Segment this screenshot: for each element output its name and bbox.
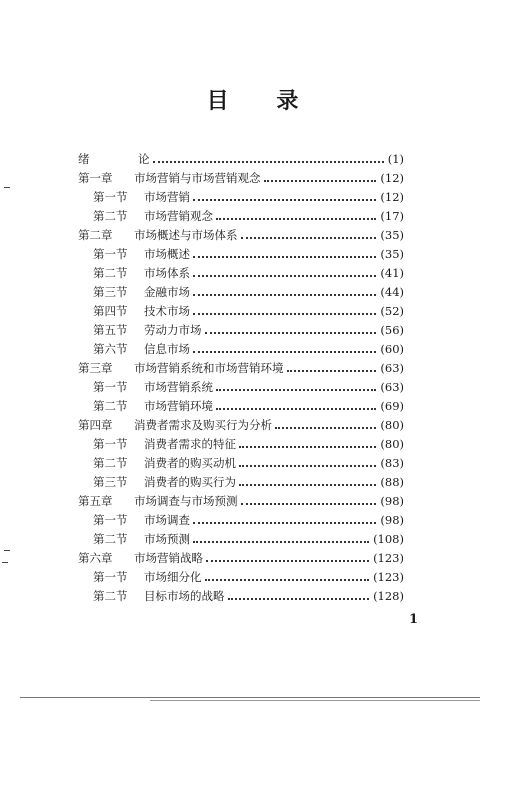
toc-entry-page: (123) [373,551,404,565]
toc-section-row [78,435,404,454]
toc-entry-title: 消费者需求的特征 [144,437,236,451]
margin-mark [4,550,10,551]
toc-dot-leader [239,484,376,486]
toc-dot-leader [275,427,376,429]
toc-entry-title: 市场调查 [144,513,190,527]
toc-section-row [78,302,404,321]
toc-entry-page: (80) [380,418,404,432]
toc-entry-number: 第一章 [78,171,113,185]
toc-entry-title: 信息市场 [144,342,190,356]
toc-entry-page: (98) [380,513,404,527]
toc-chapter-row [78,169,404,188]
toc-dot-leader [228,598,370,600]
toc-entry-title: 目标市场的战略 [144,589,225,603]
toc-dot-leader [241,503,377,505]
toc-dot-leader [193,541,369,543]
toc-dot-leader [193,313,376,315]
toc-entry-page: (60) [380,342,404,356]
toc-section-row [78,473,404,492]
toc-dot-leader [239,446,376,448]
page-title: 目 录 [206,88,319,114]
toc-section-row [78,321,404,340]
toc-dot-leader [193,294,376,296]
toc-section-row [78,283,404,302]
toc-dot-leader [205,579,370,581]
toc-entry-page: (44) [380,285,404,299]
toc-entry-title: 市场体系 [144,266,190,280]
toc-entry-page: (123) [373,570,404,584]
toc-section-row [78,245,404,264]
toc-entry-number: 第三章 [78,361,113,375]
toc-section-row [78,454,404,473]
toc-entry-page: (1) [387,152,404,166]
bottom-rule [20,697,480,698]
toc-section-row [78,511,404,530]
toc-section-row [78,587,404,606]
toc-entry-title: 劳动力市场 [144,323,202,337]
toc-entry-title: 技术市场 [144,304,190,318]
toc-entry-number: 第五节 [93,323,128,337]
toc-entry-number: 第二节 [93,399,128,413]
toc-entry-number: 第二节 [93,209,128,223]
table-of-contents [78,150,404,606]
toc-entry-title: 市场营销战略 [134,551,203,565]
toc-entry-title: 市场细分化 [144,570,202,584]
toc-entry-page: (128) [373,589,404,603]
toc-dot-leader [193,275,376,277]
toc-entry-number: 第四章 [78,418,113,432]
toc-dot-leader [287,370,377,372]
toc-entry-title: 金融市场 [144,285,190,299]
toc-entry-page: (63) [380,361,404,375]
toc-dot-leader [239,465,376,467]
toc-entry-number: 第一节 [93,190,128,204]
toc-entry-title: 市场营销 [144,190,190,204]
toc-section-row [78,188,404,207]
toc-chapter-row [78,549,404,568]
toc-section-row [78,568,404,587]
toc-chapter-row [78,416,404,435]
toc-entry-page: (108) [373,532,404,546]
toc-entry-title: 市场概述 [144,247,190,261]
toc-entry-number: 第六章 [78,551,113,565]
toc-entry-number: 第二节 [93,266,128,280]
toc-entry-number: 第三节 [93,475,128,489]
toc-dot-leader [193,351,376,353]
toc-section-row [78,264,404,283]
toc-entry-title: 市场营销系统和市场营销环境 [134,361,284,375]
toc-dot-leader [206,560,369,562]
toc-dot-leader [216,218,376,220]
toc-entry-number: 第一节 [93,513,128,527]
toc-dot-leader [193,199,376,201]
toc-entry-page: (35) [380,247,404,261]
toc-entry-page: (41) [380,266,404,280]
toc-entry-title: 消费者的购买行为 [144,475,236,489]
toc-section-row [78,530,404,549]
toc-entry-number: 绪 [78,152,108,166]
toc-entry-title: 市场调查与市场预测 [134,494,238,508]
toc-entry-number: 第二章 [78,228,113,242]
toc-entry-title: 市场营销系统 [144,380,213,394]
toc-entry-title: 市场营销与市场营销观念 [134,171,261,185]
toc-dot-leader [153,161,384,163]
toc-chapter-row [78,150,404,169]
page-number: 1 [409,612,419,627]
toc-section-row [78,207,404,226]
toc-entry-page: (35) [380,228,404,242]
toc-section-row [78,340,404,359]
toc-dot-leader [264,180,377,182]
toc-section-row [78,378,404,397]
toc-dot-leader [205,332,377,334]
toc-entry-page: (80) [380,437,404,451]
toc-entry-number: 第二节 [93,456,128,470]
toc-entry-title: 论 [138,152,150,166]
toc-entry-title: 市场概述与市场体系 [134,228,238,242]
toc-entry-page: (12) [380,171,404,185]
toc-entry-number: 第一节 [93,247,128,261]
toc-chapter-row [78,226,404,245]
toc-dot-leader [216,389,376,391]
toc-entry-number: 第二节 [93,589,128,603]
toc-chapter-row [78,359,404,378]
toc-entry-number: 第六节 [93,342,128,356]
toc-entry-title: 市场预测 [144,532,190,546]
toc-entry-number: 第二节 [93,532,128,546]
toc-entry-page: (63) [380,380,404,394]
toc-entry-number: 第四节 [93,304,128,318]
toc-entry-title: 消费者需求及购买行为分析 [134,418,272,432]
toc-dot-leader [216,408,376,410]
toc-chapter-row [78,492,404,511]
toc-entry-title: 消费者的购买动机 [144,456,236,470]
toc-entry-page: (56) [380,323,404,337]
toc-entry-title: 市场营销环境 [144,399,213,413]
toc-entry-number: 第五章 [78,494,113,508]
toc-entry-title: 市场营销观念 [144,209,213,223]
toc-entry-page: (12) [380,190,404,204]
toc-entry-page: (17) [380,209,404,223]
toc-entry-page: (98) [380,494,404,508]
toc-section-row [78,397,404,416]
toc-dot-leader [193,256,376,258]
toc-entry-page: (69) [380,399,404,413]
toc-entry-page: (83) [380,456,404,470]
toc-entry-number: 第三节 [93,285,128,299]
toc-dot-leader [193,522,376,524]
toc-dot-leader [241,237,377,239]
margin-mark [4,187,10,188]
toc-entry-page: (88) [380,475,404,489]
toc-entry-page: (52) [380,304,404,318]
toc-entry-number: 第一节 [93,570,128,584]
margin-mark [2,562,8,563]
toc-entry-number: 第一节 [93,380,128,394]
toc-entry-number: 第一节 [93,437,128,451]
bottom-rule-secondary [150,700,480,701]
